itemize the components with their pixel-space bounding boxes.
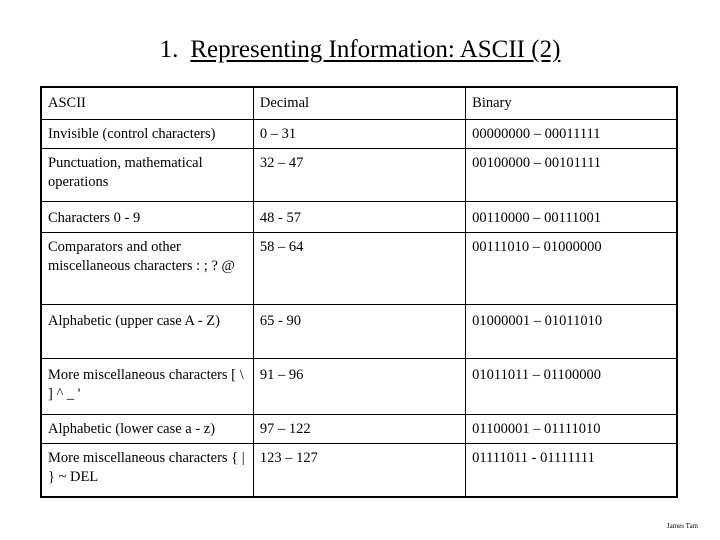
binary-cell: 01100001 – 01111010	[466, 415, 677, 444]
table-row	[41, 120, 677, 149]
title-text: Representing Information: ASCII (2)	[190, 36, 561, 63]
decimal-cell: 97 – 122	[253, 415, 465, 444]
title-number: 1.	[159, 36, 179, 63]
ascii-cell: More miscellaneous characters { | } ~ DEL	[41, 444, 253, 498]
header-binary: Binary	[466, 87, 677, 120]
header-decimal: Decimal	[253, 87, 465, 120]
table-row	[41, 359, 677, 415]
ascii-cell: Invisible (control characters)	[41, 120, 253, 149]
table-row	[41, 202, 677, 233]
author-credit: James Tam	[666, 522, 698, 530]
decimal-cell: 91 – 96	[253, 359, 465, 415]
ascii-cell: Alphabetic (lower case a - z)	[41, 415, 253, 444]
decimal-cell: 123 – 127	[253, 444, 465, 498]
decimal-cell: 0 – 31	[253, 120, 465, 149]
table-row	[41, 444, 677, 498]
ascii-cell: Comparators and other miscellaneous characters : ; ? @	[41, 233, 253, 305]
decimal-cell: 58 – 64	[253, 233, 465, 305]
table-row	[41, 415, 677, 444]
table-row	[41, 149, 677, 202]
table-row	[41, 233, 677, 305]
decimal-cell: 65 - 90	[253, 305, 465, 359]
binary-cell: 01000001 – 01011010	[466, 305, 677, 359]
binary-cell: 00111010 – 01000000	[466, 233, 677, 305]
table-header-row	[41, 87, 677, 120]
binary-cell: 01111011 - 01111111	[466, 444, 677, 498]
table-row	[41, 305, 677, 359]
ascii-table	[40, 86, 678, 498]
ascii-cell: Alphabetic (upper case A - Z)	[41, 305, 253, 359]
decimal-cell: 48 - 57	[253, 202, 465, 233]
decimal-cell: 32 – 47	[253, 149, 465, 202]
binary-cell: 00000000 – 00011111	[466, 120, 677, 149]
binary-cell: 01011011 – 01100000	[466, 359, 677, 415]
ascii-cell: Characters 0 - 9	[41, 202, 253, 233]
binary-cell: 00110000 – 00111001	[466, 202, 677, 233]
binary-cell: 00100000 – 00101111	[466, 149, 677, 202]
slide-title	[0, 34, 720, 66]
ascii-cell: More miscellaneous characters [ \ ] ^ _ '	[41, 359, 253, 415]
ascii-cell: Punctuation, mathematical operations	[41, 149, 253, 202]
header-ascii: ASCII	[41, 87, 253, 120]
